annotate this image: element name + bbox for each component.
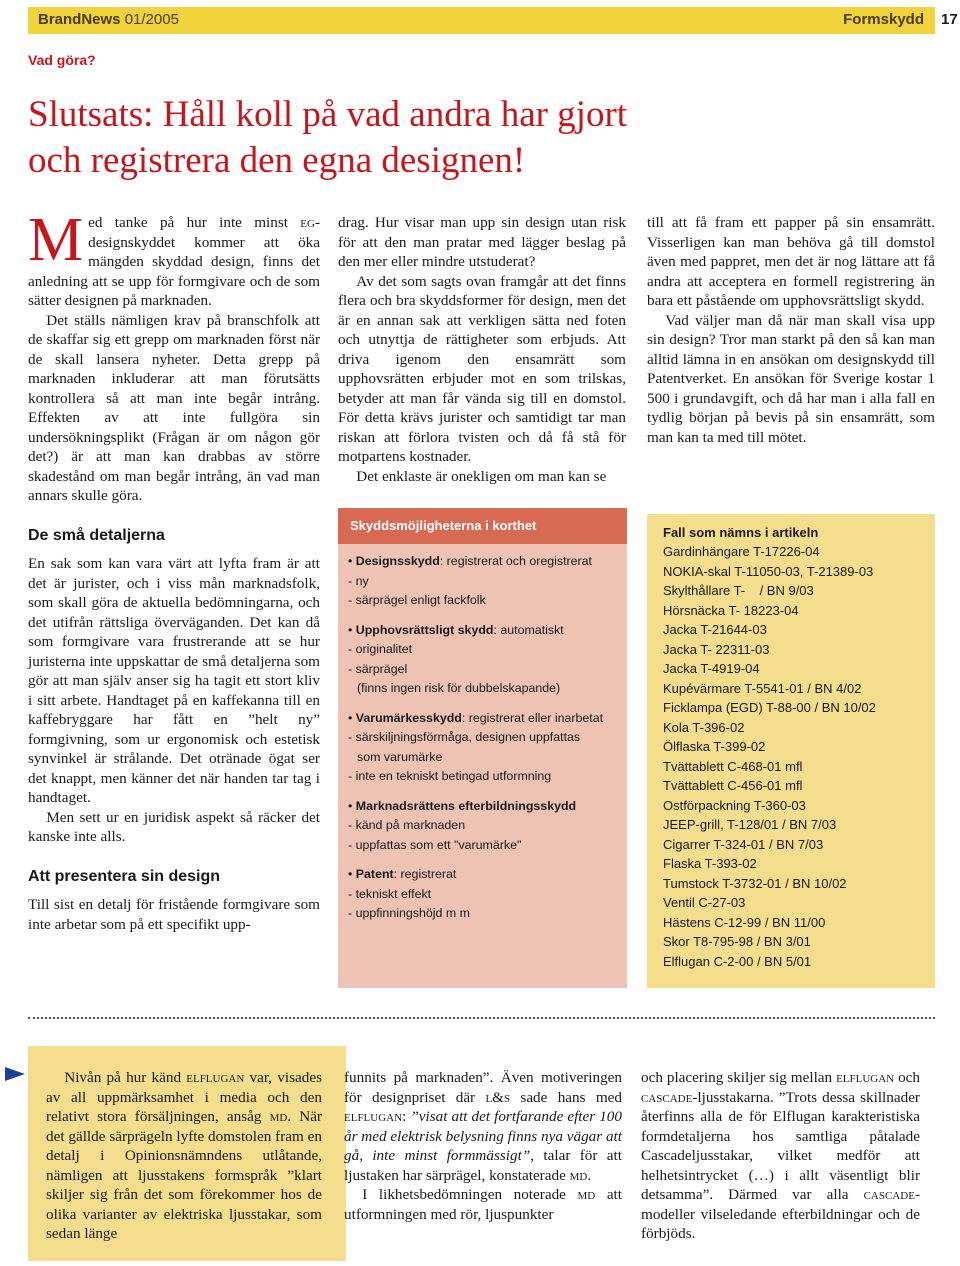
case-item: Ficklampa (EGD) T-88-00 / BN 10/02 bbox=[663, 700, 876, 715]
protection-type bbox=[348, 709, 617, 729]
cases-box-title: Fall som nämns i artikeln bbox=[663, 525, 819, 540]
subheading: Att presentera sin design bbox=[28, 867, 221, 885]
text-run: Nivån på hur känd bbox=[64, 1069, 187, 1086]
protection-criterion: - uppfinningshöjd m m bbox=[348, 906, 470, 920]
protection-type bbox=[348, 552, 617, 572]
protection-list bbox=[338, 544, 627, 924]
text-run: eg bbox=[300, 214, 315, 231]
protection-type-desc: : registrerat eller inarbetat bbox=[461, 710, 604, 725]
headline bbox=[28, 92, 928, 184]
protection-criterion: - ny bbox=[348, 573, 369, 588]
text-run: . När det gällde särprägeln lyfte domstolen fram en detalj i Opinionsnämndens utlåtande, nämligen att ljusstakens formspråk ”klart skiljer sig från det som förekommer hos de olika varianter av elektriska ljusstakar, som sedan länge bbox=[46, 1108, 322, 1242]
sidebar-column-3 bbox=[641, 1068, 920, 1244]
case-item: Ölflaska T-399-02 bbox=[663, 739, 766, 754]
case-item: Ostförpackning T-360-03 bbox=[663, 797, 806, 813]
article-column-3 bbox=[647, 213, 935, 447]
case-item: Cigarrer T-324-01 / BN 7/03 bbox=[663, 836, 824, 852]
arrow-icon bbox=[5, 1067, 25, 1081]
drop-cap: M bbox=[28, 206, 84, 274]
case-item: Skylthållare T- / BN 9/03 bbox=[663, 583, 814, 598]
protection-group bbox=[348, 709, 617, 787]
paragraph: drag. Hur visar man upp sin design utan risk för att den man pratar med lägger beslag på den mer eller mindre utstuderat? bbox=[338, 214, 626, 270]
text-run: I likhetsbedömningen noterade bbox=[362, 1186, 578, 1203]
case-item: Jacka T-21644-03 bbox=[663, 622, 767, 637]
case-item: Tumstock T-3732-01 / BN 10/02 bbox=[663, 875, 847, 891]
protection-criterion: - inte en tekniskt betingad utformning bbox=[348, 769, 552, 783]
text-run: Vad väljer man då när man skall visa upp sin design? Tror man starkt på den så kan man alltid lämna in en ansökan om designskydd till Patentverket. En ansökan för Sverige kostar bbox=[647, 311, 935, 387]
bullet-icon: • bbox=[348, 710, 356, 725]
paragraph bbox=[344, 1068, 622, 1185]
headline-line-2: och registrera den egna designen! bbox=[28, 140, 526, 181]
page-number: 17 bbox=[941, 11, 958, 28]
protection-type-desc: : registrerat och oregistrerat bbox=[439, 554, 592, 568]
protection-criterion: - särprägel bbox=[348, 661, 408, 676]
case-item: Skor T8-795-98 / BN 3/01 bbox=[663, 934, 811, 949]
bullet-icon: • bbox=[348, 622, 356, 637]
protection-options-box bbox=[338, 508, 627, 988]
protection-box-title: Skyddsmöjligheterna i korthet bbox=[338, 508, 627, 544]
case-item: Flaska T-393-02 bbox=[663, 856, 757, 871]
paragraph: till att få fram ett papper på sin ensamrätt. Visserligen kan man behöva gå till domstol även med pappret, men det är nog lättare att få andra att acceptera en formell registrering än bara ett påstående om upphovsrättsligt skydd. bbox=[647, 214, 935, 309]
paragraph bbox=[344, 1185, 622, 1224]
sidebar-column-1 bbox=[46, 1068, 322, 1244]
section-title: Formskydd bbox=[843, 11, 924, 28]
protection-type-label: Upphovsrättsligt skydd bbox=[355, 622, 494, 637]
protection-criterion: - känd på marknaden bbox=[348, 818, 466, 832]
text-run: md bbox=[569, 1166, 588, 1184]
case-item: Hörsnäcka T- 18223-04 bbox=[663, 602, 799, 618]
text-run: och bbox=[894, 1069, 920, 1086]
case-item: Tvättablett C-468-01 mfl bbox=[663, 758, 803, 774]
case-item: Kupévärmare T-5541-01 / BN 4/02 bbox=[663, 680, 862, 696]
case-item: Gardinhängare T-17226-04 bbox=[663, 544, 820, 559]
issue-number: 01/2005 bbox=[124, 11, 179, 28]
protection-group bbox=[348, 797, 617, 856]
protection-type bbox=[348, 865, 617, 885]
dotted-divider bbox=[28, 1017, 935, 1019]
protection-criterion: - särskiljningsförmåga, designen uppfattas bbox=[348, 730, 581, 744]
text-run: var, visades av all uppmärksamhet i media och den relativt stora försäljningen, ansåg bbox=[46, 1069, 322, 1125]
protection-group bbox=[348, 552, 617, 611]
section-label: Vad göra? bbox=[28, 52, 96, 68]
text-run: elflugan bbox=[836, 1069, 895, 1086]
paragraph: Men sett ur en juridisk aspekt så räcker det kanske inte alls. bbox=[28, 808, 320, 845]
case-item: Jacka T-4919-04 bbox=[663, 661, 760, 676]
text-run: md bbox=[269, 1108, 288, 1125]
sidebar-column-2 bbox=[344, 1068, 622, 1224]
protection-type-label: Marknadsrättens efterbildningsskydd bbox=[355, 798, 577, 813]
protection-criterion: (finns ingen risk för dubbelskapande) bbox=[357, 681, 561, 695]
text-run: och placering skiljer sig mellan bbox=[641, 1069, 837, 1086]
protection-group bbox=[348, 621, 617, 699]
text-run: funnits på marknaden”. Även motiveringen för designpriset där bbox=[344, 1069, 622, 1106]
protection-type bbox=[348, 797, 617, 817]
publication-name bbox=[38, 11, 179, 28]
protection-criterion: - tekniskt effekt bbox=[348, 886, 432, 901]
text-run: -modeller vilseledande efterbildningar och de förbjöds. bbox=[641, 1186, 920, 1242]
case-item: Jacka T- 22311-03 bbox=[663, 641, 770, 657]
subheading: De små detaljerna bbox=[28, 526, 165, 544]
text-run: sade hans med bbox=[510, 1088, 622, 1106]
cases-list bbox=[647, 540, 935, 971]
text-run: att utformningen med rör, ljuspunkter bbox=[344, 1186, 622, 1223]
paragraph: Det enklaste är onekligen om man kan se bbox=[356, 467, 607, 485]
paragraph: Till sist en detalj för fristående formgivare som inte arbetar som på ett specifikt upp- bbox=[28, 896, 320, 933]
text-run: . bbox=[587, 1166, 592, 1184]
text-run: -designskyddet kommer att öka mängden skyddad design, finns det anledning att se upp för formgivare och de som sätter designen på marknaden. bbox=[28, 214, 320, 309]
protection-type-label: Designsskydd bbox=[355, 554, 440, 568]
intro-paragraph bbox=[28, 206, 320, 311]
paragraph bbox=[641, 1068, 920, 1244]
paragraph bbox=[46, 1068, 322, 1244]
protection-criterion: som varumärke bbox=[357, 749, 443, 764]
text-run: l&s bbox=[485, 1088, 511, 1106]
protection-type-label: Patent bbox=[355, 867, 394, 881]
protection-type bbox=[348, 621, 617, 641]
brand-name: BrandNews bbox=[38, 11, 121, 28]
protection-criterion: - uppfattas som ett "varumärke" bbox=[348, 837, 522, 852]
text-run: elflugan bbox=[344, 1108, 403, 1125]
protection-criterion: - originalitet bbox=[348, 642, 413, 656]
case-item: JEEP-grill, T-128/01 / BN 7/03 bbox=[663, 817, 837, 832]
protection-type-desc: : registrerat bbox=[393, 867, 457, 881]
text-run: cascade bbox=[641, 1088, 693, 1106]
case-item: Ventil C-27-03 bbox=[663, 895, 746, 910]
text-run: , talar för att ljustaken har särprägel, konstaterade bbox=[344, 1147, 622, 1184]
protection-group bbox=[348, 865, 617, 924]
paragraph: Det ställs nämligen krav på branschfolk att de skaffar sig ett grepp om marknaden först när de skall lansera nyheter. Detta grepp på marknaden inkluderar att man förutsätts kontrollera så att man inte begår intrång. Effekten av att inte fullgöra sin undersökningsplikt (Frågan är om någon gör det?) är att man kan drabbas av större skadestånd om man begår intrång, än vad man annars skulle göra. bbox=[28, 311, 320, 504]
protection-type-desc: : automatiskt bbox=[493, 622, 564, 637]
case-item: Kola T-396-02 bbox=[663, 719, 745, 735]
quote-text: ”visat att det fortfarande efter 100 år med elektrisk belysning finns nya vägar att gå, inte minst formmässigt” bbox=[344, 1108, 622, 1164]
text-run: elflugan bbox=[186, 1069, 245, 1086]
text-run: md bbox=[577, 1186, 596, 1203]
protection-type-label: Varumärkesskydd bbox=[355, 710, 462, 725]
text-run: : bbox=[402, 1108, 411, 1125]
paragraph: Av det som sagts ovan framgår att det finns flera och bra skyddsformer för design, men det är en annan sak att verkligen sätta ned foten och utnyttja de rättigheter som erbjuds. Att driva igenom den ensamrätt som upphovsrätten erbjuder mot en som trilskas, betyder att man får vända sig till en domstol. För detta krävs jurister och samtidigt tar man riskan att förlora tvisten och då få stå för motpartens kostnader. bbox=[338, 272, 626, 465]
bullet-icon: • bbox=[348, 554, 356, 568]
text-run: i grundavgift, och då har man i alla fall en tydlig början på bevis på sin ensamrätt, som man kan ta med till mötet. bbox=[647, 389, 935, 446]
bullet-icon: • bbox=[348, 867, 356, 881]
protection-criterion: - särprägel enligt fackfolk bbox=[348, 593, 486, 607]
case-item: Elflugan C-2-00 / BN 5/01 bbox=[663, 953, 812, 969]
bullet-icon: • bbox=[348, 798, 356, 813]
text-run: ed tanke på hur inte minst bbox=[88, 214, 301, 231]
case-item: Tvättablett C-456-01 mfl bbox=[663, 778, 803, 793]
paragraph bbox=[647, 311, 935, 448]
text-run: -ljusstakarna. ”Trots dessa skillnader återfinns alla de för Elflugan karakteristiska formdetaljerna hos samtliga påtalade Cascadeljusstakar, vilket medför att helhetsintrycket (…) i allt väsentligt blir detsamma”. Därmed var alla bbox=[641, 1088, 920, 1203]
case-item: Hästens C-12-99 / BN 11/00 bbox=[663, 914, 826, 930]
article-column-2 bbox=[338, 213, 626, 486]
case-item: NOKIA-skal T-11050-03, T-21389-03 bbox=[663, 563, 874, 579]
paragraph: En sak som kan vara värt att lyfta fram är att det är jurister, och i viss mån marknadsfolk, som skall göra de aktuella bedömningarna, och det utifrån rättsliga överväganden. Det kan då som formgivare vara frustrerande att se hur juristerna inte uppskattar de små detaljerna som gör att man själv anser sig ha tagit ett stort kliv i sitt arbete. Handtaget på en kaffekanna till en kaffebryggare har fått en ”helt ny” formgivning, som ur ergonomisk och estetisk synvinkel är strålande. Det otränade ögat ser det knappt, men känner det när handen tar tag i handtaget. bbox=[28, 555, 320, 806]
article-column-1 bbox=[28, 206, 320, 934]
text-run: cascade bbox=[863, 1186, 915, 1203]
cases-box bbox=[647, 514, 935, 988]
text-run: 1 500 bbox=[647, 370, 935, 407]
headline-line-1: Slutsats: Håll koll på vad andra har gjort bbox=[28, 94, 628, 135]
